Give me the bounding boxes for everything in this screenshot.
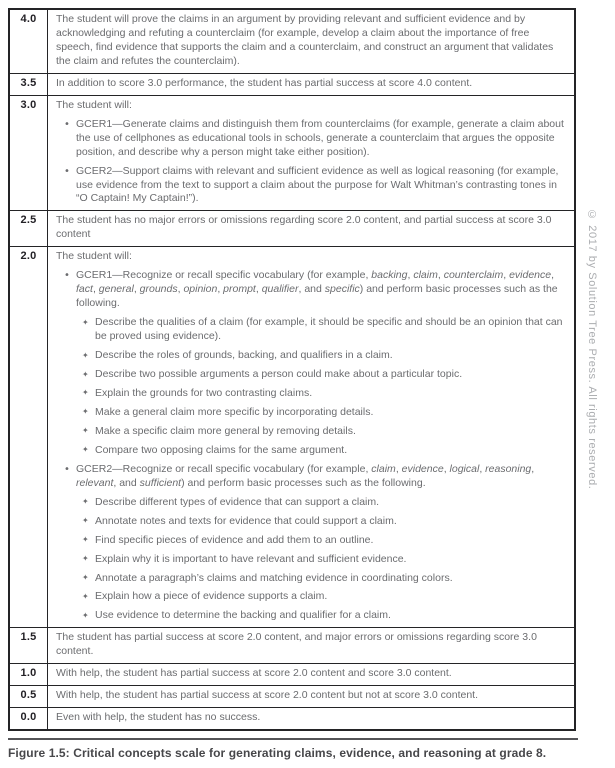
- diamond-bullet-icon: ✦: [82, 497, 89, 507]
- sub-bullet-item: ✦ Find specific pieces of evidence and add them to an outline.: [82, 533, 374, 546]
- diamond-bullet-icon: ✦: [82, 573, 89, 582]
- table-row: [10, 74, 574, 96]
- sub-bullet-item: ✦ Explain how a piece of evidence supports a claim.: [82, 590, 328, 603]
- diamond-bullet-icon: ✦: [82, 516, 89, 526]
- vocab-term: general: [98, 283, 134, 296]
- diamond-bullet-icon: ✦: [82, 445, 89, 455]
- sub-bullet-item: ✦ Explain the grounds for two contrasting claims.: [82, 386, 313, 399]
- bullet-item: • GCER1—Generate claims and distinguish them from counterclaims (for example, generate a claim about the use of cellphones as educational tools in schools, generate a counterclaim that argues the opposite position, and describe why a person might take either position).: [64, 117, 564, 158]
- sub-bullet-item: ✦ Explain why it is important to have relevant and sufficient evidence.: [82, 552, 407, 565]
- vocab-term: counterclaim: [443, 269, 504, 282]
- text-segment: ,: [407, 269, 414, 282]
- content-cell: [48, 211, 574, 246]
- vocab-term: backing: [371, 269, 408, 282]
- sub-bullet-item: ✦ Describe the qualities of a claim (for example, it should be specific and should be an opinion that can be proved using evidence).: [82, 316, 563, 343]
- text-segment: ,: [217, 283, 224, 296]
- score-cell: 1.5: [10, 628, 48, 663]
- vocab-term: evidence: [401, 462, 444, 475]
- copyright-sidebar-text: © 2017 by Solution Tree Press. All rights reserved.: [586, 209, 598, 490]
- table-row: [10, 211, 574, 247]
- text-segment: ,: [479, 462, 486, 475]
- table-row: [10, 664, 574, 686]
- figure-footer: [8, 738, 578, 760]
- dot-bullet-icon: •: [64, 165, 70, 177]
- scale-table: [8, 8, 576, 731]
- row-text: The student has no major errors or omissions regarding score 2.0 content, and partial success at score 3.0 content: [56, 214, 552, 241]
- diamond-bullet-icon: ✦: [82, 388, 89, 398]
- text-segment: ,: [503, 269, 510, 282]
- vocab-term: claim: [371, 462, 396, 475]
- vocab-term: qualifier: [261, 283, 299, 296]
- sub-bullet-item: ✦ Describe different types of evidence that can support a claim.: [82, 495, 380, 508]
- vocab-term: sufficient: [139, 476, 182, 489]
- sub-bullet-item: ✦ Use evidence to determine the backing and qualifier for a claim.: [82, 609, 391, 622]
- sub-bullet-item: ✦ Describe the roles of grounds, backing, and qualifiers in a claim.: [82, 349, 393, 362]
- vocab-term: claim: [413, 269, 438, 282]
- vocab-term: logical: [449, 462, 480, 475]
- bullet-item: [64, 463, 566, 491]
- diamond-bullet-icon: ✦: [82, 317, 89, 327]
- text-segment: ,: [437, 269, 444, 282]
- text-segment: , and: [113, 476, 140, 489]
- content-cell: [48, 628, 574, 663]
- row-text: Even with help, the student has no success.: [56, 711, 261, 724]
- score-cell: 3.5: [10, 74, 48, 95]
- vocab-term: grounds: [139, 283, 178, 296]
- content-cell: [48, 708, 574, 729]
- bullet-item: [64, 269, 566, 311]
- diamond-bullet-icon: ✦: [82, 426, 89, 436]
- table-row: [10, 686, 574, 708]
- vocab-term: specific: [324, 283, 360, 296]
- diamond-bullet-icon: ✦: [82, 554, 89, 564]
- table-row: [10, 247, 574, 628]
- vocab-term: fact: [76, 283, 93, 296]
- text-segment: GCER2—Recognize or recall specific vocabulary (for example,: [76, 462, 372, 475]
- text-segment: ,: [551, 269, 555, 282]
- table-row: [10, 628, 574, 664]
- content-cell: [48, 96, 574, 211]
- diamond-bullet-icon: ✦: [82, 369, 89, 379]
- score-cell: 0.5: [10, 686, 48, 707]
- dot-bullet-icon: •: [64, 463, 70, 475]
- content-cell: [48, 247, 574, 627]
- vocab-term: reasoning: [485, 462, 532, 475]
- figure-caption: Figure 1.5: Critical concepts scale for generating claims, evidence, and reasoning at grade 8.: [8, 746, 547, 760]
- text-segment: ,: [443, 462, 450, 475]
- row-text: With help, the student has partial success at score 2.0 content but not at score 3.0 content.: [56, 689, 478, 702]
- row-text: The student will prove the claims in an argument by providing relevant and sufficient evidence and by acknowledging and refuting a counterclaim (for example, develop a claim about the importance of free speech, find evidence that supports the claim and a counterclaim, and construct an argument that validates the claim and refutes the counterclaim).: [56, 13, 554, 67]
- diamond-bullet-icon: ✦: [82, 535, 89, 545]
- score-cell: 3.0: [10, 96, 48, 211]
- sub-bullet-item: ✦ Annotate notes and texts for evidence that could support a claim.: [82, 514, 397, 527]
- sub-bullet-item: ✦ Describe two possible arguments a person could make about a particular topic.: [82, 368, 463, 381]
- text-segment: ) and perform basic processes such as the following.: [76, 283, 558, 310]
- text-segment: ,: [395, 462, 402, 475]
- score-cell: 4.0: [10, 10, 48, 73]
- text-segment: ,: [531, 462, 535, 475]
- diamond-bullet-icon: ✦: [82, 610, 89, 620]
- dot-bullet-icon: •: [64, 270, 70, 282]
- diamond-bullet-icon: ✦: [82, 591, 89, 601]
- text-segment: ) and perform basic processes such as the following.: [181, 476, 426, 489]
- score-cell: 1.0: [10, 664, 48, 685]
- text-segment: ,: [177, 283, 184, 296]
- sub-bullet-item: ✦ Make a specific claim more general by removing details.: [82, 424, 356, 437]
- vocab-term: relevant: [76, 476, 114, 489]
- dot-bullet-icon: •: [64, 118, 70, 130]
- row-intro: The student will:: [56, 98, 132, 111]
- bullet-item: • GCER2—Support claims with relevant and sufficient evidence as well as logical reasoning (for example, use evidence from the text to support a claim about the purpose for Walt Whitman’s contrasting tones in “O Captain! My Captain!”).: [64, 164, 559, 205]
- score-cell: 2.0: [10, 247, 48, 627]
- row-text: With help, the student has partial success at score 2.0 content and score 3.0 content.: [56, 667, 452, 680]
- content-cell: [48, 664, 574, 685]
- text-segment: ,: [255, 283, 262, 296]
- vocab-term: prompt: [223, 283, 256, 296]
- sub-bullet-item: ✦ Compare two opposing claims for the same argument.: [82, 443, 348, 456]
- table-row: [10, 96, 574, 212]
- text-segment: GCER1—Recognize or recall specific vocabulary (for example,: [76, 269, 372, 282]
- content-cell: [48, 10, 574, 73]
- table-row: [10, 10, 574, 74]
- score-cell: 2.5: [10, 211, 48, 246]
- text-segment: ,: [133, 283, 140, 296]
- row-text: The student has partial success at score 2.0 content, and major errors or omissions regarding score 3.0 content.: [56, 631, 537, 658]
- vocab-term: opinion: [183, 283, 218, 296]
- score-cell: 0.0: [10, 708, 48, 729]
- table-row: [10, 708, 574, 729]
- text-segment: , and: [298, 283, 325, 296]
- content-cell: [48, 74, 574, 95]
- row-text: In addition to score 3.0 performance, the student has partial success at score 4.0 content.: [56, 76, 473, 89]
- sub-bullet-item: ✦ Make a general claim more specific by incorporating details.: [82, 405, 374, 418]
- content-cell: [48, 686, 574, 707]
- diamond-bullet-icon: ✦: [82, 407, 89, 417]
- diamond-bullet-icon: ✦: [82, 350, 89, 360]
- text-segment: ,: [92, 283, 99, 296]
- sub-bullet-item: ✦ Annotate a paragraph’s claims and matching evidence in coordinating colors.: [82, 571, 453, 584]
- row-intro: The student will:: [56, 250, 132, 263]
- vocab-term: evidence: [509, 269, 552, 282]
